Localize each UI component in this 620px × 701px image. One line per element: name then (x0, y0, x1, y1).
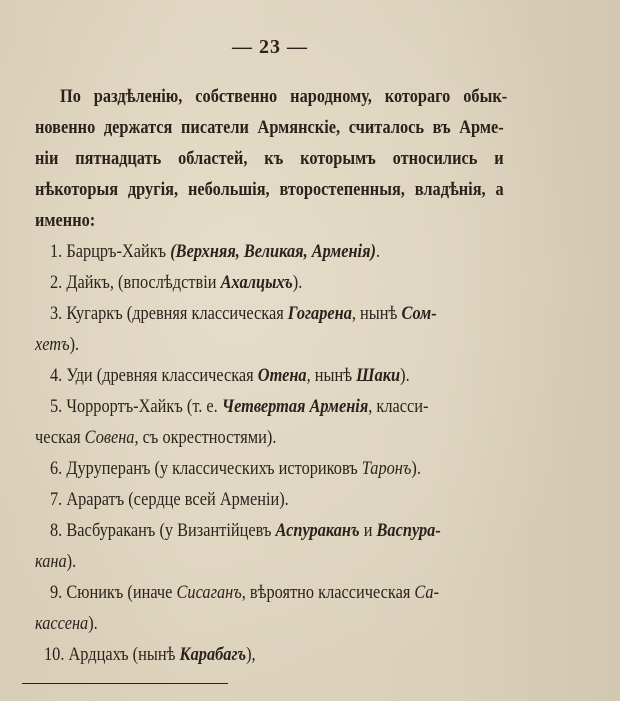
list-item: 7. Араратъ (сердце всей Арменіи). (50, 489, 289, 510)
list-item-cont: кана). (35, 551, 77, 572)
list-item-cont: ческая Совена, съ окрестностями). (35, 427, 277, 448)
intro-line: именно: (35, 210, 96, 231)
intro-line: ніи пятнадцать областей, къ которымъ относились и (35, 148, 504, 169)
list-item: 3. Кугаркъ (древняя классическая Гогарена, нынѣ Сом- (50, 303, 437, 324)
list-item: 4. Уди (древняя классическая Отена, нынѣ Шаки). (50, 365, 410, 386)
list-item: 10. Ардцахъ (нынѣ Карабагъ), (44, 644, 256, 665)
list-item: 5. Чоррортъ-Хайкъ (т. е. Четвертая Арменія, класси- (50, 396, 429, 417)
list-item-cont: кассена). (35, 613, 98, 634)
page-number: — 23 — (232, 36, 308, 58)
intro-line: По раздѣленію, собственно народному, котораго обык- (60, 86, 508, 107)
list-item: 9. Сюникъ (иначе Сисаганъ, вѣроятно классическая Са- (50, 582, 440, 603)
list-item: 2. Дайкъ, (впослѣдствіи Ахалцыхъ). (50, 272, 303, 293)
list-item: 8. Васбураканъ (у Византійцевъ Аспураканъ и Васпура- (50, 520, 441, 541)
footnote-rule (22, 683, 228, 684)
list-item-cont: хетъ). (35, 334, 80, 355)
list-item: 6. Дуруперанъ (у классическихъ историковъ Таронъ). (50, 458, 421, 479)
list-item: 1. Барцръ-Хайкъ (Верхняя, Великая, Арменія). (50, 241, 381, 262)
intro-line: новенно держатся писатели Армянскіе, считалось въ Арме- (35, 117, 504, 138)
intro-line: нѣкоторыя другія, небольшія, второстепенныя, владѣнія, а (35, 179, 504, 200)
